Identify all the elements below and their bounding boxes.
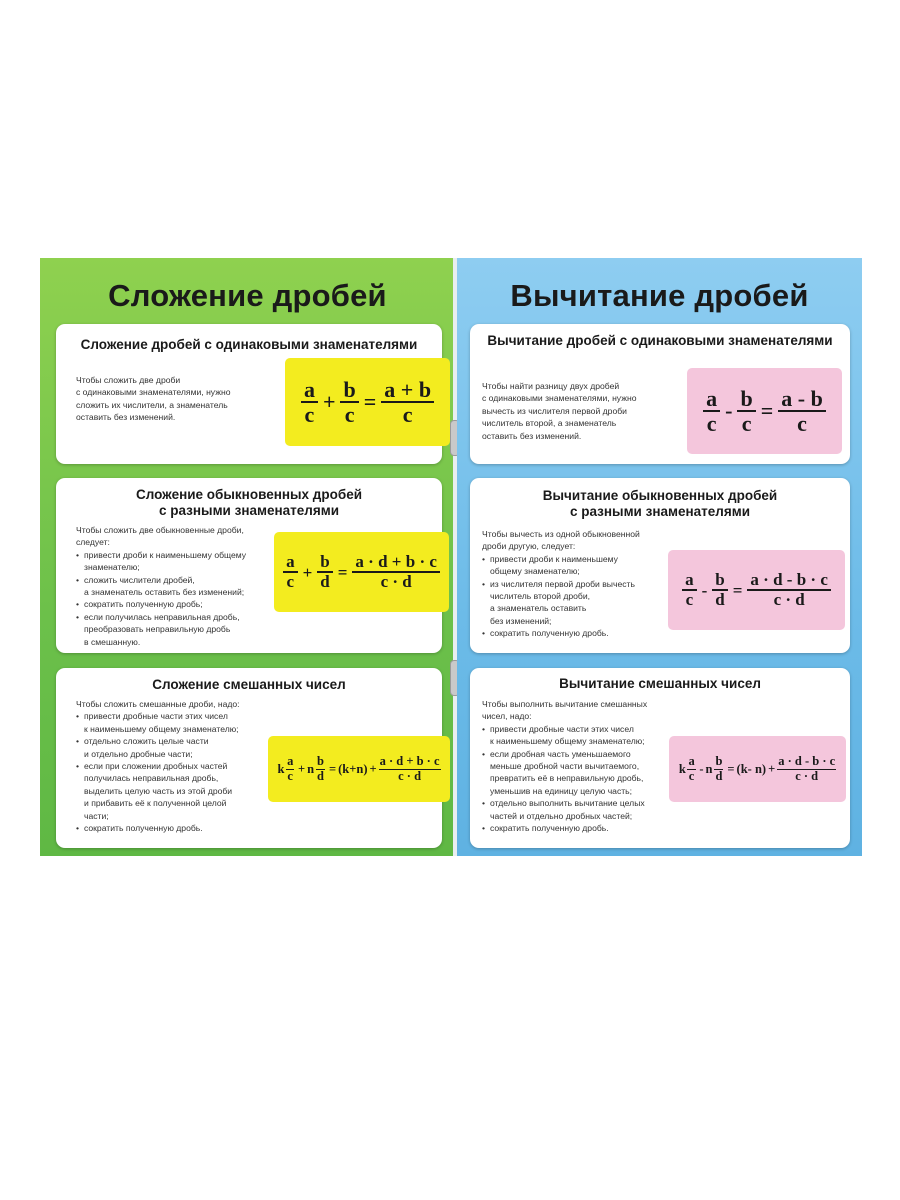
- subtraction-same-denominators-card: [470, 324, 850, 464]
- subtraction-mixed-numbers-card: [470, 668, 850, 848]
- card-title: Вычитание дробей с одинаковыми знаменателями: [487, 333, 833, 348]
- subtraction-page-title: Вычитание дробей: [510, 278, 809, 313]
- subtraction-different-denominators-card: [470, 478, 850, 653]
- card-text: Чтобы сложить две дроби с одинаковыми знаменателями, нужно сложить их числители, а знаменатель оставить без изменений.: [76, 375, 231, 423]
- card-title: Сложение смешанных чисел: [152, 677, 346, 692]
- subtraction-different-formula: $\frac{a}{c}$ - $\frac{b}{d}$ = $\frac{a \cdot d - b \cdot c}{c \cdot d}$: [668, 550, 845, 630]
- card-text: Чтобы сложить две обыкновенные дроби, следует: • привести дроби к наименьшему общему знаменателю; • сложить числители дробей, а знаменатель оставить без изменений; • сократить полученную дробь; • если получилась неправильная дробь, преобразовать неправильную дробь в смешанную.: [76, 524, 281, 648]
- subtraction-same-formula: $\frac{a}{c}$ - $\frac{b}{c}$ = $\frac{a - b}{c}$: [687, 368, 842, 454]
- subtraction-page: [457, 258, 862, 856]
- addition-page-title: Сложение дробей: [108, 278, 387, 313]
- addition-same-denominators-card: [56, 324, 442, 464]
- addition-different-denominators-card: [56, 478, 442, 653]
- card-text: Чтобы сложить смешанные дроби, надо: • привести дробные части этих чисел к наименьшему общему знаменателю; • отдельно сложить целые части и отдельно дробные части; • если при сложении дробных частей получилась неправильная дробь, выделить целую часть из этой дроби и прибавить её к полученной целой части; • сократить полученную дробь.: [76, 698, 281, 834]
- card-title: Сложение дробей с одинаковыми знаменателями: [80, 337, 418, 352]
- subtraction-mixed-formula: k $\frac{a}{c}$ - n $\frac{b}{d}$ = (k- n) + $\frac{a \cdot d - b \cdot c}{c \cdot d}$: [669, 736, 846, 802]
- addition-mixed-numbers-card: [56, 668, 442, 848]
- addition-different-formula: $\frac{a}{c}$ + $\frac{b}{d}$ = $\frac{a \cdot d + b \cdot c}{c \cdot d}$: [274, 532, 449, 612]
- card-title: Сложение обыкновенных дробей с разными знаменателями: [135, 487, 363, 518]
- addition-page: [40, 258, 455, 856]
- addition-same-formula: $\frac{a}{c}$ + $\frac{b}{c}$ = $\frac{a + b}{c}$: [285, 358, 450, 446]
- card-title: Вычитание обыкновенных дробей с разными знаменателями: [542, 488, 778, 519]
- card-text: Чтобы выполнить вычитание смешанных чисел, надо: • привести дробные части этих чисел к наименьшему общему знаменателю; • если дробная часть уменьшаемого меньше дробной части вычитаемого, превратить её в неправильную дробь, уменьшив на единицу целую часть; • отдельно выполнить вычитание целых частей и отдельно дробных частей; • сократить полученную дробь.: [482, 698, 682, 834]
- card-text: Чтобы найти разницу двух дробей с одинаковыми знаменателями, нужно вычесть из числителя первой дроби числитель второй, а знаменатель оставить без изменений.: [482, 381, 637, 441]
- card-text: Чтобы вычесть из одной обыкновенной дроби другую, следует: • привести дроби к наименьшему общему знаменателю; • из числителя первой дроби вычесть числитель второй дроби, а знаменатель оставить без изменений; • сократить полученную дробь.: [482, 528, 682, 640]
- addition-mixed-formula: k $\frac{a}{c}$ + n $\frac{b}{d}$ = (k+n) + $\frac{a \cdot d + b \cdot c}{c \cdot d}$: [268, 736, 450, 802]
- card-title: Вычитание смешанных чисел: [559, 676, 761, 691]
